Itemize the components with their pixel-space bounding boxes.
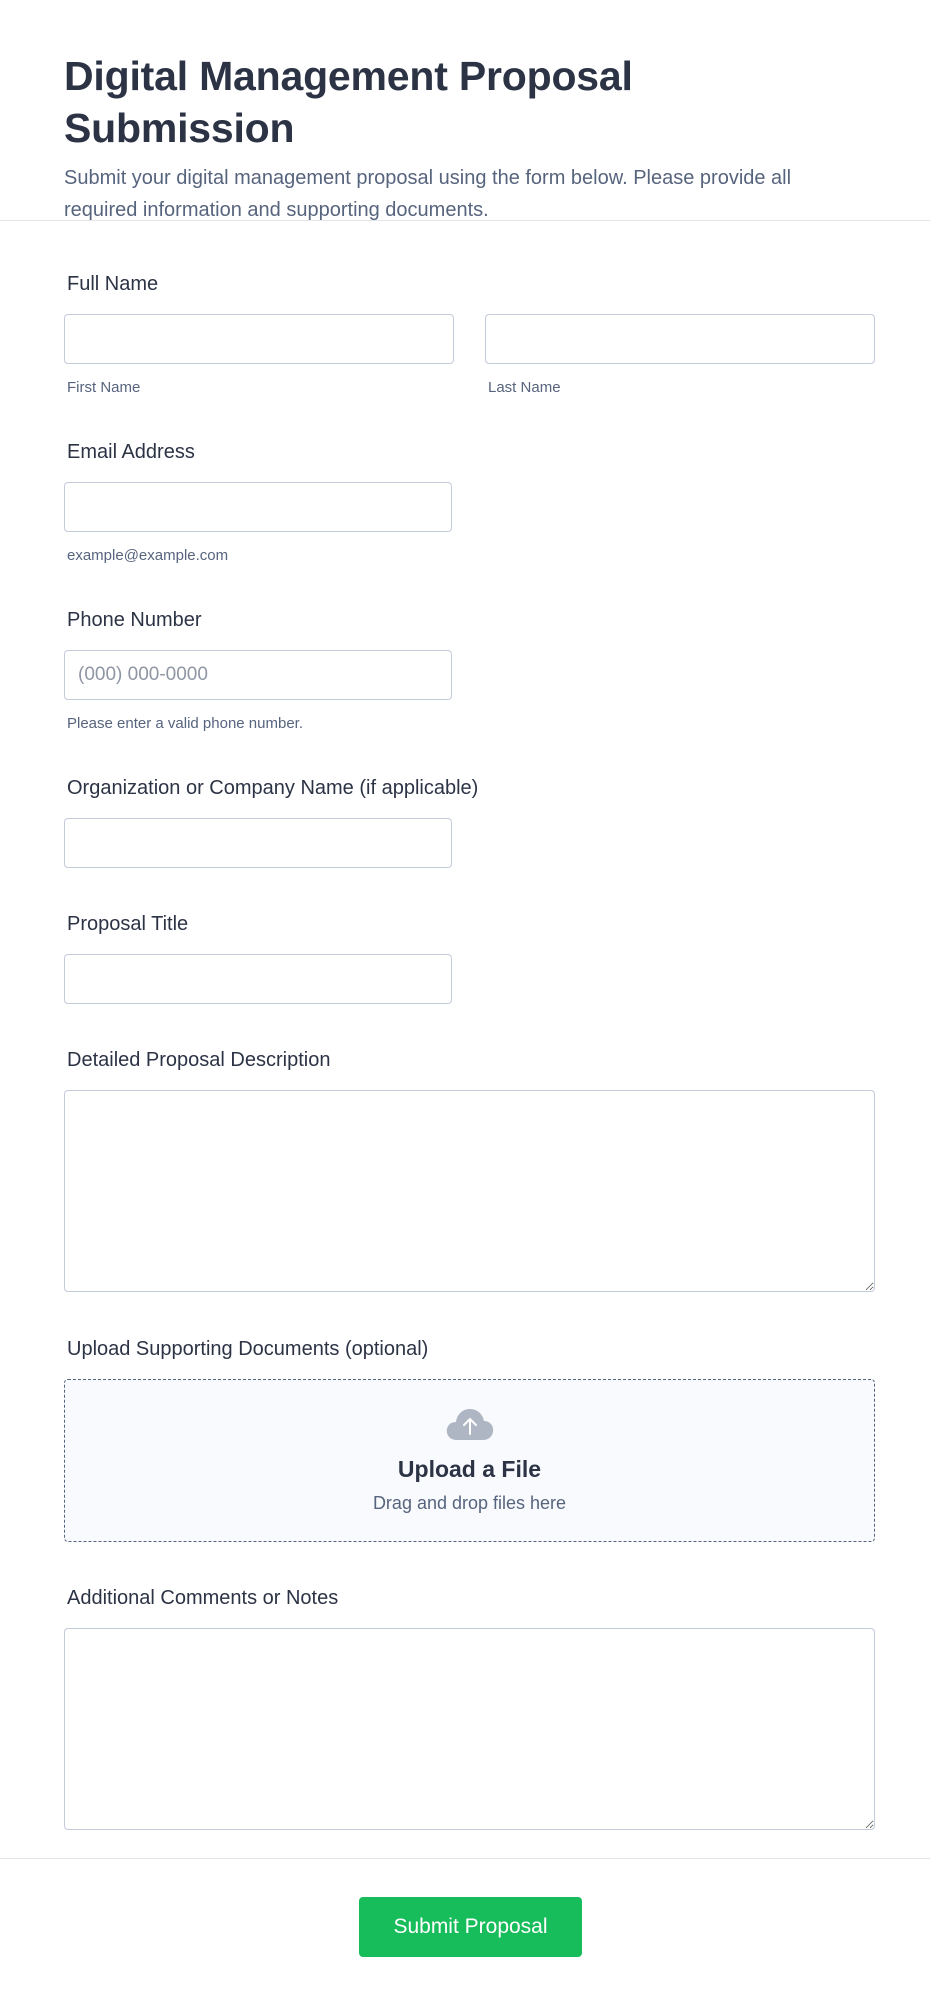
first-name-column (64, 314, 454, 396)
last-name-column (485, 314, 875, 396)
comments-field (64, 1586, 875, 1830)
proposal-title-input[interactable] (64, 954, 452, 1004)
comments-textarea[interactable] (64, 1628, 875, 1830)
comments-label: Additional Comments or Notes (67, 1587, 339, 1609)
upload-hint: Drag and drop files here (372, 1493, 567, 1513)
last-name-sublabel: Last Name (488, 379, 561, 396)
description-textarea[interactable] (64, 1090, 875, 1292)
full-name-label: Full Name (67, 273, 159, 295)
email-field (64, 440, 452, 564)
phone-sublabel: Please enter a valid phone number. (67, 715, 303, 732)
phone-field (64, 608, 452, 732)
full-name-row (64, 314, 875, 396)
cloud-upload-icon (445, 1406, 495, 1442)
page-subtitle: Submit your digital management proposal using the form below. Please provide all required information and supporting documents. (64, 167, 792, 221)
submit-proposal-button[interactable]: Submit Proposal (359, 1897, 582, 1957)
proposal-title-label: Proposal Title (67, 913, 189, 935)
organization-field (64, 776, 478, 868)
email-input[interactable] (64, 482, 452, 532)
phone-label: Phone Number (67, 609, 202, 631)
upload-dropzone[interactable] (64, 1379, 875, 1542)
phone-input[interactable] (64, 650, 452, 700)
description-field (64, 1048, 875, 1292)
form-footer (0, 1858, 930, 2006)
upload-title: Upload a File (397, 1456, 542, 1482)
email-label: Email Address (67, 441, 195, 463)
upload-label: Upload Supporting Documents (optional) (67, 1338, 429, 1360)
upload-field (64, 1337, 875, 1542)
proposal-title-field (64, 912, 452, 1004)
first-name-input[interactable] (64, 314, 454, 364)
first-name-sublabel: First Name (67, 379, 141, 396)
full-name-field (64, 272, 875, 396)
last-name-input[interactable] (485, 314, 875, 364)
organization-input[interactable] (64, 818, 452, 868)
organization-label: Organization or Company Name (if applicable) (67, 777, 479, 799)
email-sublabel: example@example.com (67, 547, 229, 564)
description-label: Detailed Proposal Description (67, 1049, 331, 1071)
form-header (0, 0, 930, 221)
page-title: Digital Management Proposal Submission (64, 53, 633, 151)
